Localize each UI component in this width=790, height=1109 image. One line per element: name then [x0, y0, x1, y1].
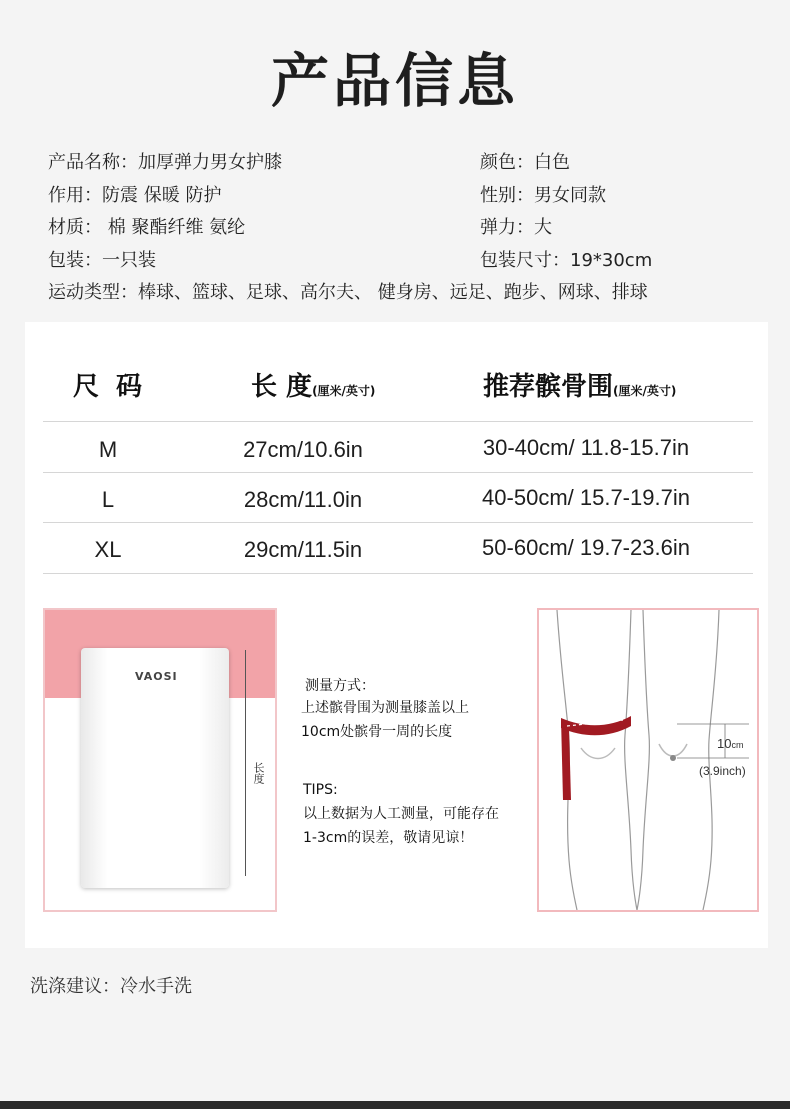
distance-label	[717, 735, 743, 753]
legs-outline-graphic	[539, 610, 757, 910]
cell-size: XL	[94, 537, 122, 562]
info-material	[48, 213, 245, 239]
info-product-name	[48, 148, 282, 174]
knee-measurement-illustration	[537, 608, 759, 912]
cell-circumference: 30-40cm/ 11.8-15.7in	[482, 435, 690, 460]
size-panel	[25, 322, 768, 948]
table-divider	[43, 421, 753, 422]
info-value: 棒球、篮球、足球、高尔夫、 健身房、远足、跑步、网球、排球	[138, 282, 648, 303]
tips-line: 以上数据为人工测量，可能存在	[303, 806, 499, 822]
cell-length: 29cm/11.5in	[243, 537, 363, 562]
measurement-line: 上述髌骨围为测量膝盖以上	[301, 700, 469, 716]
length-indicator-line	[245, 650, 246, 876]
info-value: 棉 聚酯纤维 氨纶	[102, 217, 246, 238]
length-label: 长度	[252, 762, 265, 784]
info-value: 男女同款	[534, 185, 606, 206]
header-circumference	[483, 366, 676, 403]
info-value: 一只装	[102, 250, 156, 271]
cell-circumference: 40-50cm/ 15.7-19.7in	[482, 485, 690, 510]
info-key: 运动类型：	[48, 282, 138, 303]
info-key: 包装：	[48, 250, 102, 271]
table-divider	[43, 573, 753, 574]
table-divider	[43, 522, 753, 523]
info-key: 包装尺寸：	[480, 250, 570, 271]
washing-instructions: 洗涤建议：冷水手洗	[30, 976, 192, 997]
info-elasticity	[480, 213, 552, 239]
header-size: 尺 码	[73, 372, 147, 402]
info-key: 材质：	[48, 217, 102, 238]
info-value: 大	[534, 217, 552, 238]
header-circumference-unit: (厘米/英寸)	[613, 384, 677, 398]
cell-length: 28cm/11.0in	[243, 487, 363, 512]
info-package	[48, 246, 156, 272]
knee-sleeve-graphic	[81, 648, 229, 888]
info-key: 弹力：	[480, 217, 534, 238]
info-value: 加厚弹力男女护膝	[138, 152, 282, 173]
info-key: 颜色：	[480, 152, 534, 173]
info-value: 19*30cm	[570, 250, 653, 271]
info-value: 白色	[534, 152, 570, 173]
cell-size: M	[98, 437, 118, 462]
tips-title: TIPS:	[303, 782, 338, 798]
bottom-bar	[0, 1101, 790, 1109]
info-sport-types	[48, 278, 648, 304]
info-gender	[480, 181, 606, 207]
header-length	[251, 366, 375, 403]
info-key: 作用：	[48, 185, 102, 206]
page-title: 产品信息	[270, 47, 519, 115]
measurement-line: 10cm处髌骨一周的长度	[301, 724, 453, 740]
distance-unit: cm	[731, 740, 744, 750]
product-image	[43, 608, 277, 912]
info-package-size	[480, 246, 652, 272]
info-key: 产品名称：	[48, 152, 138, 173]
cell-size: L	[101, 487, 115, 512]
cell-circumference: 50-60cm/ 19.7-23.6in	[482, 535, 690, 560]
measurement-title: 测量方式：	[305, 678, 375, 694]
header-circumference-label: 推荐髌骨围	[483, 372, 614, 402]
brand-logo: VAOSI	[135, 670, 178, 683]
table-divider	[43, 472, 753, 473]
tips-line: 1-3cm的误差，敬请见谅！	[303, 830, 474, 846]
info-key: 性别：	[480, 185, 534, 206]
header-length-label: 长 度	[251, 372, 313, 402]
distance-value: 10	[717, 736, 732, 751]
info-value: 防震 保暖 防护	[102, 185, 222, 206]
cell-length: 27cm/10.6in	[243, 437, 363, 462]
header-length-unit: (厘米/英寸)	[312, 384, 376, 398]
info-function	[48, 181, 221, 207]
inch-label: (3.9inch)	[699, 764, 746, 778]
info-color	[480, 148, 570, 174]
